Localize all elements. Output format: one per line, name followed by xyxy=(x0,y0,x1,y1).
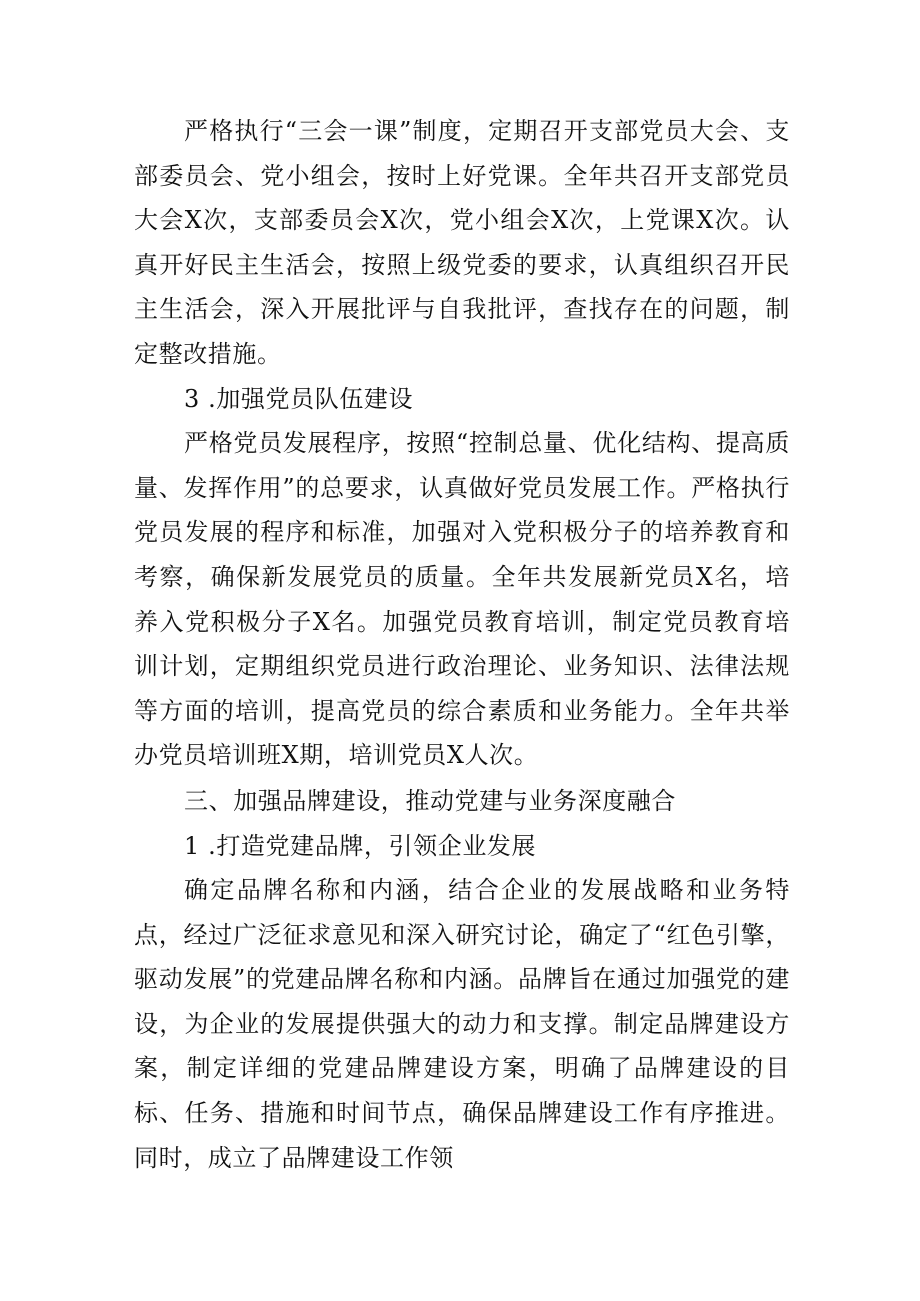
paragraph-three-meetings: 严格执行“三会一课”制度，定期召开支部党员大会、支部委员会、党小组会，按时上好党课。全年共召开支部党员大会X次，支部委员会X次，党小组会X次，上党课X次。认真开好民主生活会，按照上级党委的要求，认真组织召开民主生活会，深入开展批评与自我批评，查找存在的问题，制定整改措施。 xyxy=(134,117,790,368)
paragraph-brand-definition: 确定品牌名称和内涵，结合企业的发展战略和业务特点，经过广泛征求意见和深入研究讨论，确定了“红色引擎，驱动发展”的党建品牌名称和内涵。品牌旨在通过加强党的建设，为企业的发展提供强大的动力和支撑。制定品牌建设方案，制定详细的党建品牌建设方案，明确了品牌建设的目标、任务、措施和时间节点，确保品牌建设工作有序推进。同时，成立了品牌建设工作领 xyxy=(134,876,790,1172)
paragraph-member-development: 严格党员发展程序，按照“控制总量、优化结构、提高质量、发挥作用”的总要求，认真做好党员发展工作。严格执行党员发展的程序和标准，加强对入党积极分子的培养教育和考察，确保新发展党员的质量。全年共发展新党员X名，培养入党积极分子X名。加强党员教育培训，制定党员教育培训计划，定期组织党员进行政治理论、业务知识、法律法规等方面的培训，提高党员的综合素质和业务能力。全年共举办党员培训班X期，培训党员X人次。 xyxy=(134,429,790,770)
subheading-party-brand: 1 .打造党建品牌，引领企业发展 xyxy=(184,831,537,860)
section-heading-brand-building: 三、加强品牌建设，推动党建与业务深度融合 xyxy=(184,786,676,815)
subheading-party-team-building: 3 .加强党员队伍建设 xyxy=(184,384,414,413)
document-body xyxy=(134,109,790,1180)
